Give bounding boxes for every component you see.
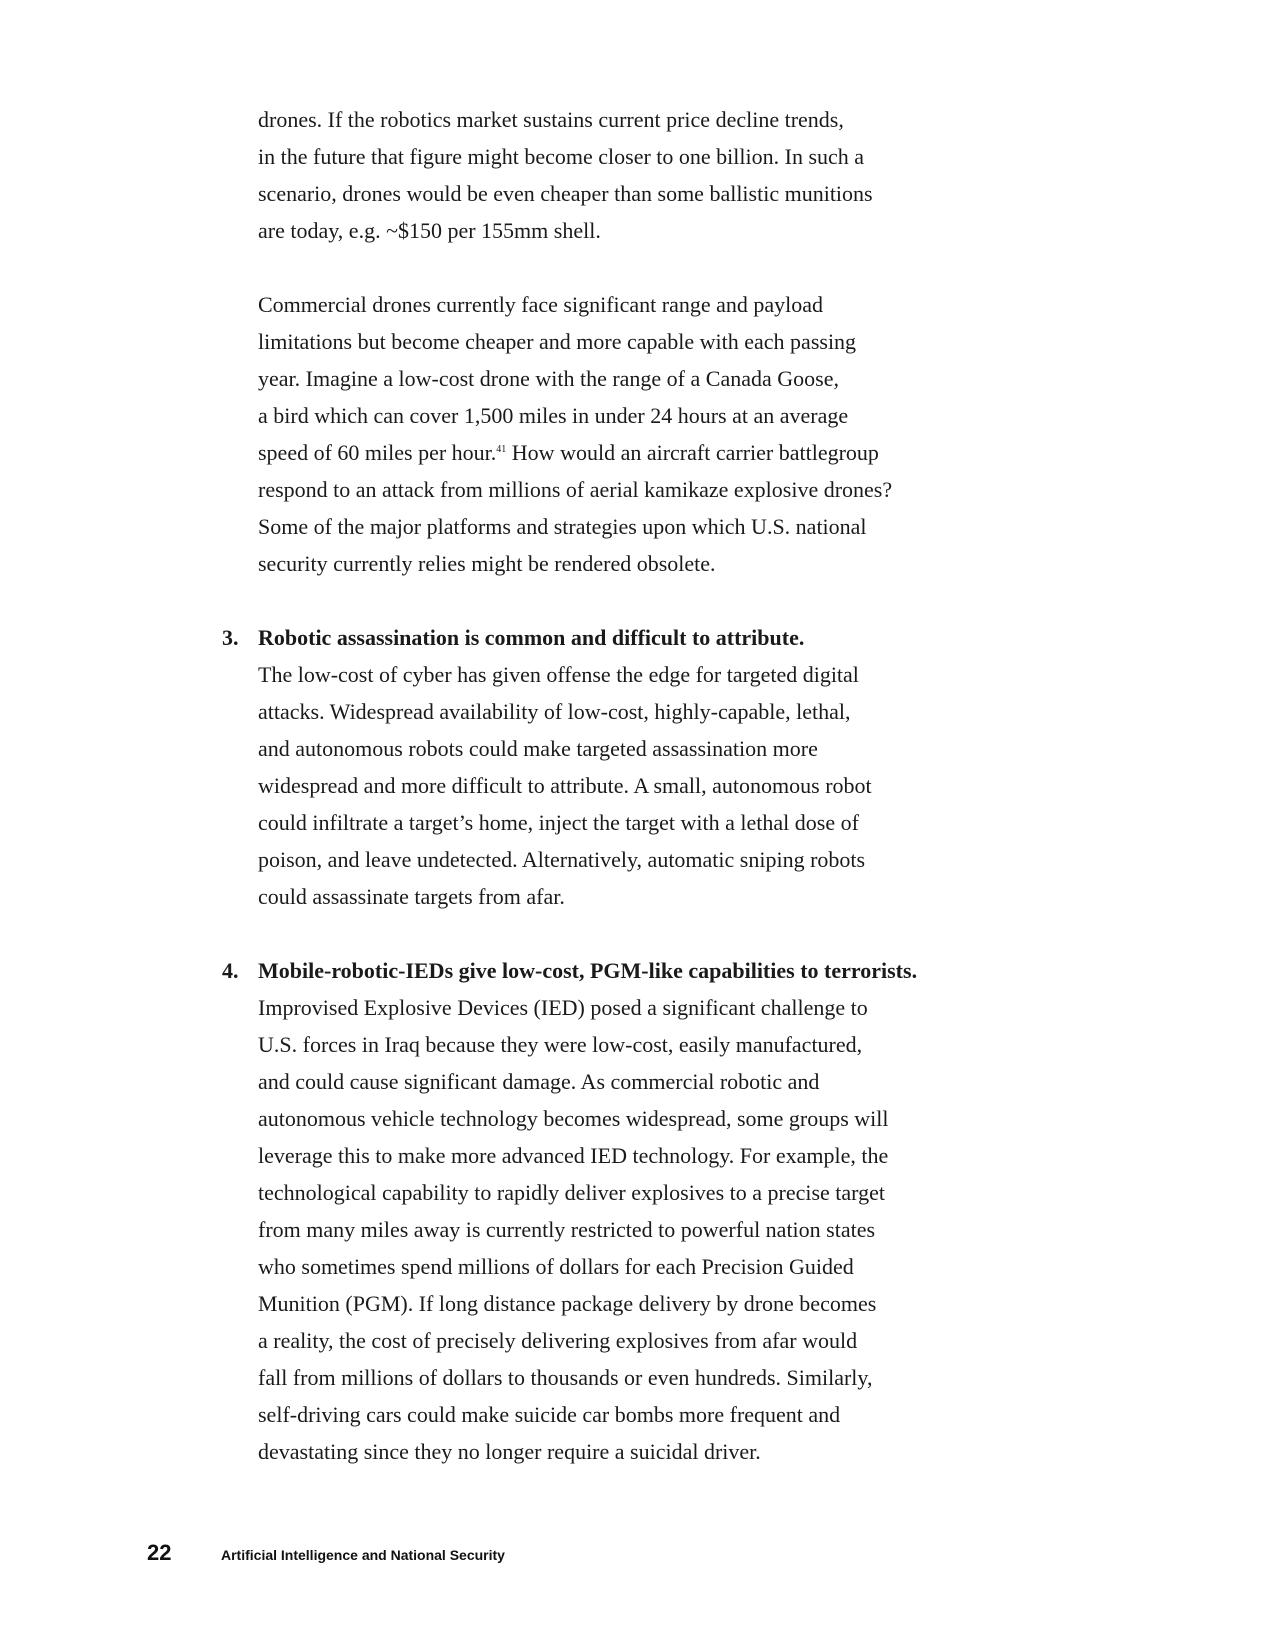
text-line: who sometimes spend millions of dollars for each Precision Guided: [258, 1254, 854, 1279]
list-number: 4.: [222, 958, 239, 983]
list-number: 3.: [222, 625, 239, 650]
body-text: [222, 101, 918, 1507]
text-line: [258, 434, 917, 471]
text-line: could infiltrate a target’s home, inject the target with a lethal dose of: [258, 810, 859, 835]
text-line: and autonomous robots could make targeted assassination more: [258, 736, 818, 761]
text-line: fall from millions of dollars to thousands or even hundreds. Similarly,: [258, 1365, 873, 1390]
text-line: devastating since they no longer require a suicidal driver.: [258, 1439, 761, 1464]
text-line: could assassinate targets from afar.: [258, 884, 565, 909]
text-line: year. Imagine a low-cost drone with the range of a Canada Goose,: [258, 366, 839, 391]
text-line: Munition (PGM). If long distance package delivery by drone becomes: [258, 1291, 877, 1316]
text-line: limitations but become cheaper and more capable with each passing: [258, 329, 857, 354]
text-line: The low-cost of cyber has given offense the edge for targeted digital: [258, 662, 859, 687]
text-line: Commercial drones currently face significant range and payload: [258, 292, 824, 317]
text-line: from many miles away is currently restricted to powerful nation states: [258, 1217, 876, 1242]
text-segment: How would an aircraft carrier battlegroup: [506, 440, 879, 465]
text-line: poison, and leave undetected. Alternatively, automatic sniping robots: [258, 847, 866, 872]
text-line: widespread and more difficult to attribute. A small, autonomous robot: [258, 773, 872, 798]
text-line: security currently relies might be rendered obsolete.: [258, 551, 716, 576]
text-line: technological capability to rapidly deliver explosives to a precise target: [258, 1180, 885, 1205]
text-line: and could cause significant damage. As commercial robotic and: [258, 1069, 820, 1094]
list-item-3: [222, 619, 917, 915]
list-item-4: [222, 952, 918, 1470]
text-line: leverage this to make more advanced IED technology. For example, the: [258, 1143, 889, 1168]
list-item-heading: Robotic assassination is common and difficult to attribute.: [258, 625, 805, 650]
text-line: respond to an attack from millions of aerial kamikaze explosive drones?: [258, 477, 893, 502]
text-line: a bird which can cover 1,500 miles in under 24 hours at an average: [258, 403, 849, 428]
text-segment: speed of 60 miles per hour.: [258, 440, 497, 465]
text-line: attacks. Widespread availability of low-cost, highly-capable, lethal,: [258, 699, 851, 724]
text-line: U.S. forces in Iraq because they were low-cost, easily manufactured,: [258, 1032, 863, 1057]
text-line: self-driving cars could make suicide car bombs more frequent and: [258, 1402, 841, 1427]
document-title: Artificial Intelligence and National Security: [221, 1547, 505, 1563]
text-line: Some of the major platforms and strategies upon which U.S. national: [258, 514, 867, 539]
paragraph-commercial-drones: [258, 286, 917, 582]
text-line: autonomous vehicle technology becomes widespread, some groups will: [258, 1106, 889, 1131]
paragraph-drone-cost: [258, 101, 917, 249]
text-line: Improvised Explosive Devices (IED) posed a significant challenge to: [258, 995, 868, 1020]
text-line: a reality, the cost of precisely delivering explosives from afar would: [258, 1328, 858, 1353]
footnote-ref: 41: [496, 444, 507, 455]
text-line: scenario, drones would be even cheaper than some ballistic munitions: [258, 181, 873, 206]
text-line: drones. If the robotics market sustains current price decline trends,: [258, 107, 844, 132]
page-number: 22: [147, 1540, 172, 1565]
list-item-heading: Mobile-robotic-IEDs give low-cost, PGM-like capabilities to terrorists.: [258, 958, 918, 983]
text-line: are today, e.g. ~$150 per 155mm shell.: [258, 218, 601, 243]
text-line: in the future that figure might become closer to one billion. In such a: [258, 144, 865, 169]
